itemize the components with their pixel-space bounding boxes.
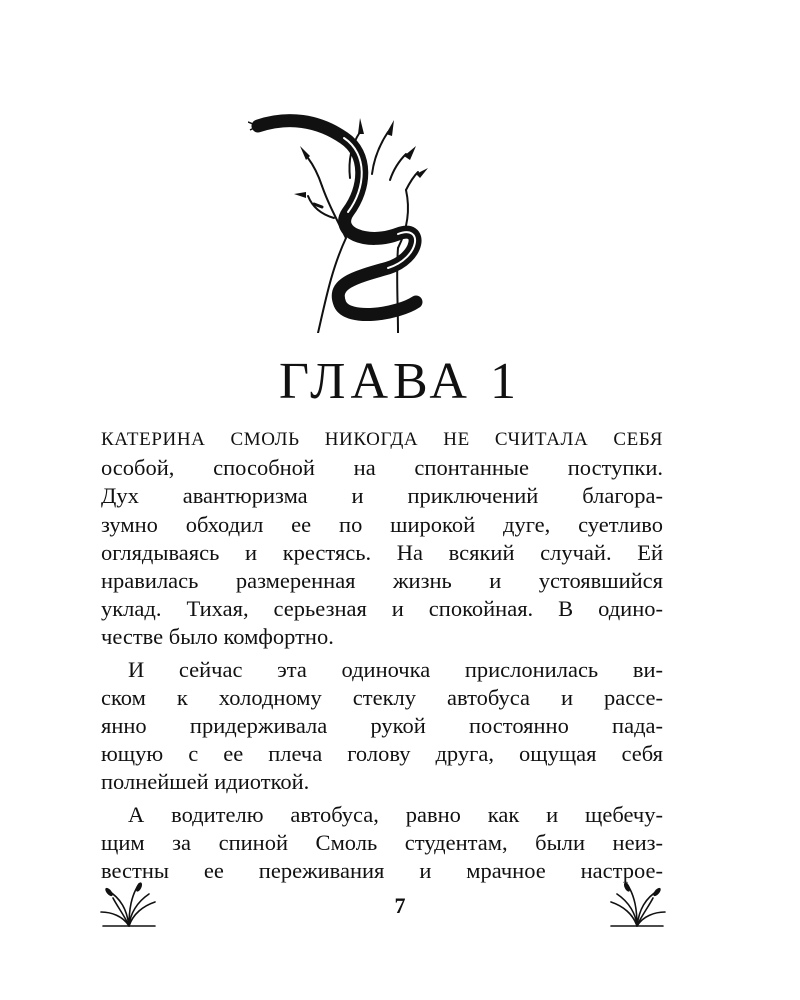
text-line: Дух авантюризма и приключений благора- xyxy=(101,483,663,509)
paragraph xyxy=(101,801,663,886)
text-line: особой, способной на спонтанные поступки. xyxy=(101,455,663,481)
page-number: 7 xyxy=(394,893,406,918)
text-line: щим за спиной Смоль студентам, были неиз- xyxy=(101,829,663,855)
grass-ornament-icon xyxy=(607,880,667,928)
paragraph xyxy=(101,426,663,652)
text-line: А водителю автобуса, равно как и щебечу- xyxy=(128,801,663,827)
text-line: нравилась размеренная жизнь и устоявшийся xyxy=(101,568,663,594)
body-text xyxy=(101,426,663,885)
text-line: честве было комфортно. xyxy=(101,624,334,650)
chapter-title: ГЛАВА 1 xyxy=(279,353,521,410)
text-line: зумно обходил ее по широкой дуге, суетливо xyxy=(101,511,663,537)
hand-with-snake-illustration xyxy=(248,108,448,333)
text-line: уклад. Тихая, серьезная и спокойная. В одино- xyxy=(101,596,663,622)
text-line: янно придерживала рукой постоянно пада- xyxy=(101,713,663,739)
text-line: ющую с ее плеча голову друга, ощущая себя xyxy=(101,741,663,767)
text-line: вестны ее переживания и мрачное настрое- xyxy=(101,858,663,884)
text-line: И сейчас эта одиночка прислонилась ви- xyxy=(128,656,663,682)
text-line: КАТЕРИНА СМОЛЬ НИКОГДА НЕ СЧИТАЛА СЕБЯ xyxy=(101,429,663,450)
text-line: полнейшей идиоткой. xyxy=(101,769,310,795)
text-line: оглядываясь и крестясь. На всякий случай. Ей xyxy=(101,539,663,565)
paragraph xyxy=(101,656,663,797)
text-line: ском к холодному стеклу автобуса и рассе- xyxy=(101,684,663,710)
